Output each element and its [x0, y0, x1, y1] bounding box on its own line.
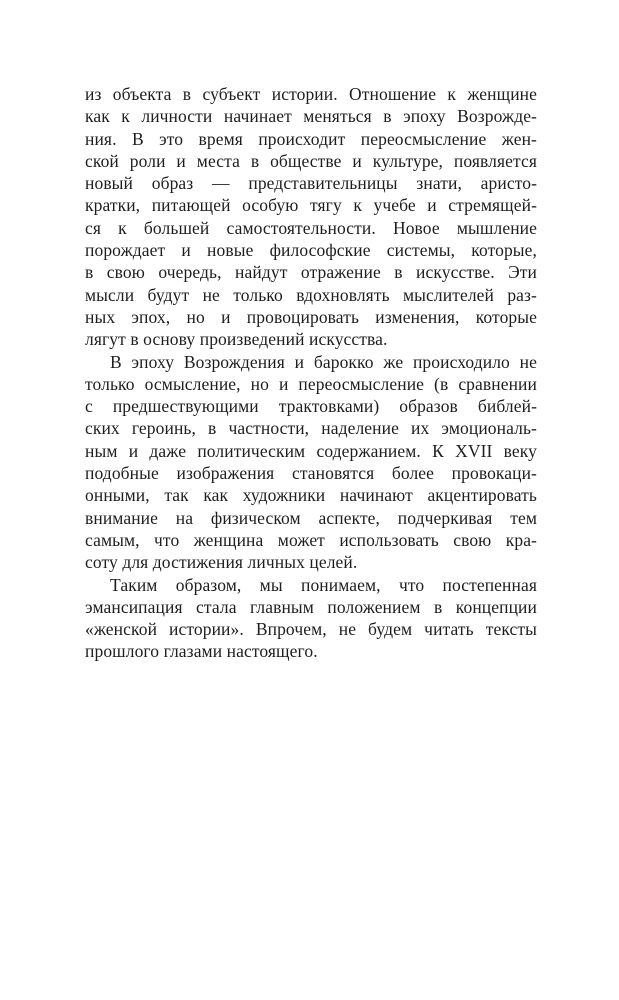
text-line: в свою очередь, найдут отражение в искусстве. Эти [85, 262, 537, 283]
text-line: онными, так как художники начинают акцентировать [85, 485, 537, 506]
text-line: порождает и новые философские системы, которые, [85, 240, 537, 261]
text-line: ния. В это время происходит переосмысление жен- [85, 128, 537, 149]
text-line: ской роли и места в обществе и культуре, появляется [85, 150, 537, 171]
text-line: В эпоху Возрождения и барокко же происходило не [110, 351, 537, 372]
paragraph [85, 574, 537, 663]
text-line: ных эпох, но и провоцировать изменения, которые [85, 306, 537, 327]
text-line: самым, что женщина может использовать свою кра- [85, 529, 537, 550]
text-line: мысли будут не только вдохновлять мыслителей раз- [85, 284, 537, 305]
text-line: подобные изображения становятся более провокаци- [85, 463, 537, 484]
text-line: «женской истории». Впрочем, не будем читать тексты [85, 619, 537, 640]
text-line: ских героинь, в частности, наделение их эмоциональ- [85, 418, 537, 439]
text-line: с предшествующими трактовками) образов библей- [85, 396, 537, 417]
text-line: кратки, питающей особую тягу к учебе и стремящей- [85, 195, 537, 216]
page-text-block [85, 83, 537, 663]
text-line: из объекта в субъект истории. Отношение к женщине [85, 84, 537, 104]
text-line: новый образ — представительницы знати, аристо- [85, 173, 537, 194]
text-line: лягут в основу произведений искусства. [85, 329, 388, 350]
text-line: ным и даже политическим содержанием. К XVII веку [85, 440, 537, 461]
text-line: соту для достижения личных целей. [85, 552, 358, 573]
text-line: Таким образом, мы понимаем, что постепенная [110, 574, 537, 595]
text-line: эмансипация стала главным положением в концепции [85, 596, 537, 617]
text-line: внимание на физическом аспекте, подчеркивая тем [85, 507, 537, 528]
paragraph [85, 83, 537, 351]
paragraph [85, 351, 537, 574]
text-line: ся к большей самостоятельности. Новое мышление [85, 217, 537, 238]
text-line: прошлого глазами настоящего. [85, 641, 318, 662]
text-line: только осмысление, но и переосмысление (в сравнении [85, 373, 537, 394]
text-line: как к личности начинает меняться в эпоху Возрожде- [85, 106, 537, 127]
